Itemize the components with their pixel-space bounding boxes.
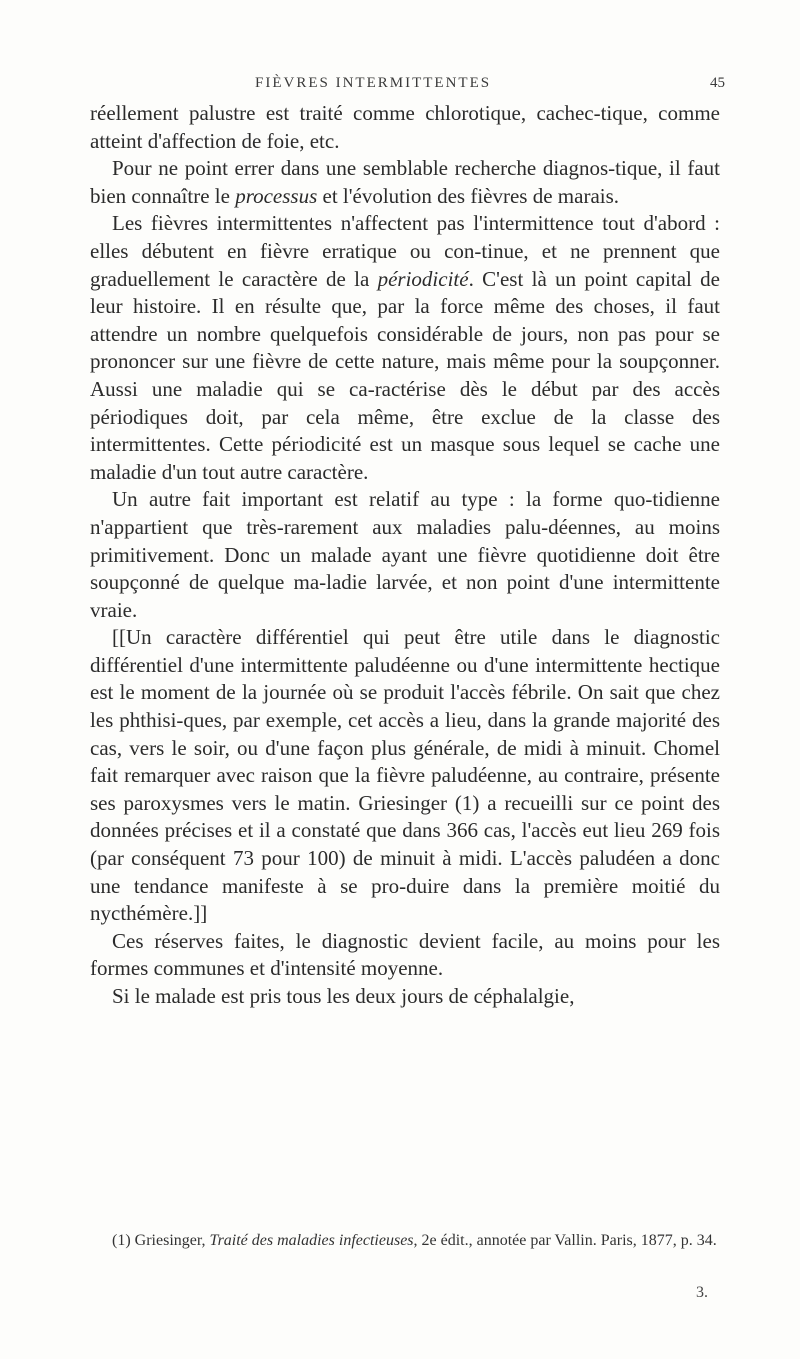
paragraph [90, 486, 720, 624]
paragraph [90, 155, 720, 210]
signature-mark: 3. [696, 1284, 708, 1301]
paragraph [90, 928, 720, 983]
paragraph [90, 624, 720, 928]
text-run: et l'évolution des fièvres de marais. [317, 183, 620, 208]
italic-text: périodicité [377, 266, 469, 291]
text-run: Ces réserves faites, le diagnostic devient facile, au moins pour les formes communes et d'intensité moyenne. [90, 928, 720, 981]
text-run: Les fièvres intermittentes n'affectent pas l'intermittence tout d'abord : elles débutent en fièvre erratique ou con-tinue, et ne prennent que graduellement le caractère de la [90, 211, 720, 291]
text-run: . C'est là un point capital de leur histoire. Il en résulte que, par la force même des choses, il faut attendre un nombre quelquefois considérable de jours, non pas pour se prononcer sur une fièvre de cette nature, mais même pour la soupçonner. Aussi une maladie qui se ca-ractérise dès le début par des accès périodiques doit, par cela même, être exclue de la classe des intermittentes. Cette périodicité est un masque sous lequel se cache une maladie d'un tout autre caractère. [90, 266, 720, 484]
running-title: FIÈVRES INTERMITTENTES [255, 75, 492, 91]
italic-text: Traité des maladies infectieuses [209, 1232, 414, 1249]
text-run: Si le malade est pris tous les deux jours de céphalalgie, [112, 984, 575, 1008]
text-run: [[Un caractère différentiel qui peut être utile dans le diagnostic différentiel d'une intermittente paludéenne ou d'une intermittente hectique est le moment de la journée où se produit l'accès fébrile. On sait que chez les phthisi-ques, par exemple, cet accès a lieu, dans la grande majorité des cas, vers le soir, ou d'une façon plus générale, de midi à minuit. Chomel fait remarquer avec raison que la fièvre paludéenne, au contraire, présente ses paroxysmes vers le matin. Griesinger (1) a recueilli sur ce point des données précises et il a constaté que dans 366 cas, l'accès eut lieu 269 fois (par conséquent 73 pour 100) de minuit à midi. L'accès paludéen a donc une tendance manifeste à se pro-duire dans la première moitié du nycthémère.]] [90, 625, 720, 926]
paragraph [90, 100, 720, 155]
footnote [112, 1230, 722, 1251]
text-run: (1) Griesinger, [112, 1232, 210, 1249]
text-run: , 2e édit., annotée par Vallin. Paris, 1877, p. 34. [413, 1232, 717, 1249]
page-number: 45 [710, 75, 725, 91]
body-text [90, 100, 720, 1011]
text-run: Pour ne point errer dans une semblable recherche diagnos-tique, il faut bien connaître le [90, 156, 720, 208]
paragraph [90, 210, 720, 486]
italic-text: processus [235, 183, 318, 208]
paragraph [90, 983, 720, 1011]
text-run: Un autre fait important est relatif au type : la forme quo-tidienne n'appartient que très-rarement aux maladies palu-déennes, au moins primitivement. Donc un malade ayant une fièvre quotidienne doit être soupçonné de quelque ma-ladie larvée, et non point d'une intermittente vraie. [90, 487, 720, 622]
text-run: réellement palustre est traité comme chlorotique, cachec-tique, comme atteint d'affection de foie, etc. [90, 101, 720, 153]
